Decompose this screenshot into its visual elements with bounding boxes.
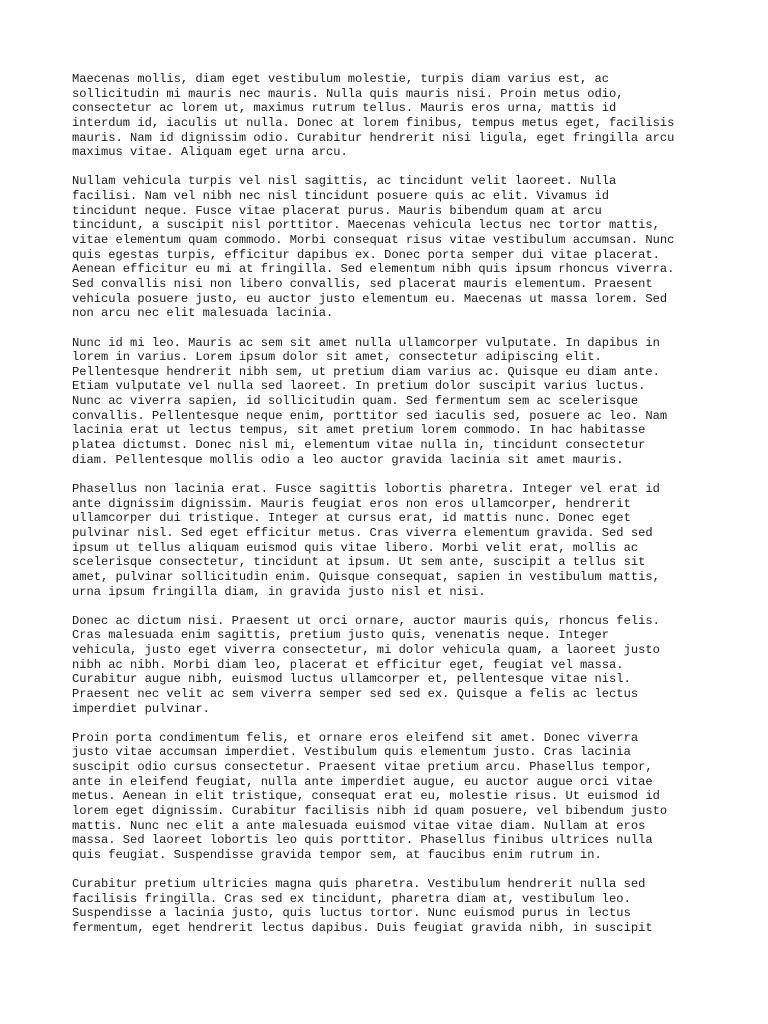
paragraph-1: Maecenas mollis, diam eget vestibulum molestie, turpis diam varius est, ac sollicitudin mi mauris nec mauris. Nulla quis mauris nisi. Proin metus odio, consectetur ac lorem ut, maximus rutrum tellus. Mauris eros urna, mattis id interdum id, iaculis ut nulla. Donec at lorem finibus, tempus metus eget, facilisis mauris. Nam id dignissim odio. Curabitur hendrerit nisi ligula, eget fringilla arcu maximus vitae. Aliquam eget urna arcu. bbox=[72, 72, 675, 160]
paragraph-7: Curabitur pretium ultricies magna quis pharetra. Vestibulum hendrerit nulla sed facilisis fringilla. Cras sed ex tincidunt, pharetra diam at, vestibulum leo. Suspendisse a lacinia justo, quis luctus tortor. Nunc euismod purus in lectus fermentum, eget hendrerit lectus dapibus. Duis feugiat gravida nibh, in suscipit bbox=[72, 877, 653, 936]
paragraph-5: Donec ac dictum nisi. Praesent ut orci ornare, auctor mauris quis, rhoncus felis. Cras malesuada enim sagittis, pretium justo quis, venenatis neque. Integer vehicula, justo eget viverra consectetur, mi dolor vehicula quam, a laoreet justo nibh ac nibh. Morbi diam leo, placerat et efficitur eget, feugiat vel massa. Curabitur augue nibh, euismod luctus ullamcorper et, pellentesque vitae nisl. Praesent nec velit ac sem viverra semper sed sed ex. Quisque a felis ac lectus imperdiet pulvinar. bbox=[72, 613, 660, 716]
paragraph-6: Proin porta condimentum felis, et ornare eros eleifend sit amet. Donec viverra justo vitae accumsan imperdiet. Vestibulum quis elementum justo. Cras lacinia suscipit odio cursus consectetur. Praesent vitae pretium arcu. Phasellus tempor, ante in eleifend feugiat, nulla ante imperdiet augue, eu auctor augue orci vitae metus. Aenean in elit tristique, consequat erat eu, molestie risus. Ut euismod id lorem eget dignissim. Curabitur facilisis nibh id quam posuere, vel bibendum justo mattis. Nunc nec elit a ante malesuada euismod vitae vitae diam. Nullam at eros massa. Sed laoreet lobortis leo quis porttitor. Phasellus finibus ultrices nulla quis feugiat. Suspendisse gravida tempor sem, at faucibus enim rutrum in. bbox=[72, 730, 668, 862]
paragraph-4: Phasellus non lacinia erat. Fusce sagittis lobortis pharetra. Integer vel erat id ante dignissim dignissim. Mauris feugiat eros non eros ullamcorper, hendrerit ullamcorper dui tristique. Integer at cursus erat, id mattis nunc. Donec eget pulvinar nisl. Sed eget efficitur metus. Cras viverra elementum gravida. Sed sed ipsum ut tellus aliquam euismod quis vitae libero. Morbi velit erat, mollis ac scelerisque consectetur, tincidunt at ipsum. Ut sem ante, suscipit a tellus sit amet, pulvinar sollicitudin enim. Quisque consequat, sapien in vestibulum mattis, urna ipsum fringilla diam, in gravida justo nisl et nisi. bbox=[72, 481, 660, 599]
document-body bbox=[72, 72, 712, 950]
paragraph-2: Nullam vehicula turpis vel nisl sagittis, ac tincidunt velit laoreet. Nulla facilisi. Nam vel nibh nec nisl tincidunt posuere quis ac elit. Vivamus id tincidunt neque. Fusce vitae placerat purus. Mauris bibendum quam at arcu tincidunt, a suscipit nisl porttitor. Maecenas vehicula lectus nec tortor mattis, vitae elementum quam commodo. Morbi consequat risus vitae vestibulum accumsan. Nunc quis egestas turpis, efficitur dapibus ex. Donec porta semper dui vitae placerat. Aenean efficitur eu mi at fringilla. Sed elementum nibh quis ipsum rhoncus viverra. Sed convallis nisi non libero convallis, sed placerat mauris elementum. Praesent vehicula posuere justo, eu auctor justo elementum eu. Maecenas ut massa lorem. Sed non arcu nec elit malesuada lacinia. bbox=[72, 174, 675, 321]
paragraph-3: Nunc id mi leo. Mauris ac sem sit amet nulla ullamcorper vulputate. In dapibus in lorem in varius. Lorem ipsum dolor sit amet, consectetur adipiscing elit. Pellentesque hendrerit nibh sem, ut pretium diam varius ac. Quisque eu diam ante. Etiam vulputate vel nulla sed laoreet. In pretium dolor suscipit varius luctus. Nunc ac viverra sapien, id sollicitudin quam. Sed fermentum sem ac scelerisque convallis. Pellentesque neque enim, porttitor sed iaculis sed, posuere ac leo. Nam lacinia erat ut lectus tempus, sit amet pretium lorem commodo. In hac habitasse platea dictumst. Donec nisl mi, elementum vitae nulla in, tincidunt consectetur diam. Pellentesque mollis odio a leo auctor gravida lacinia sit amet mauris. bbox=[72, 335, 668, 467]
